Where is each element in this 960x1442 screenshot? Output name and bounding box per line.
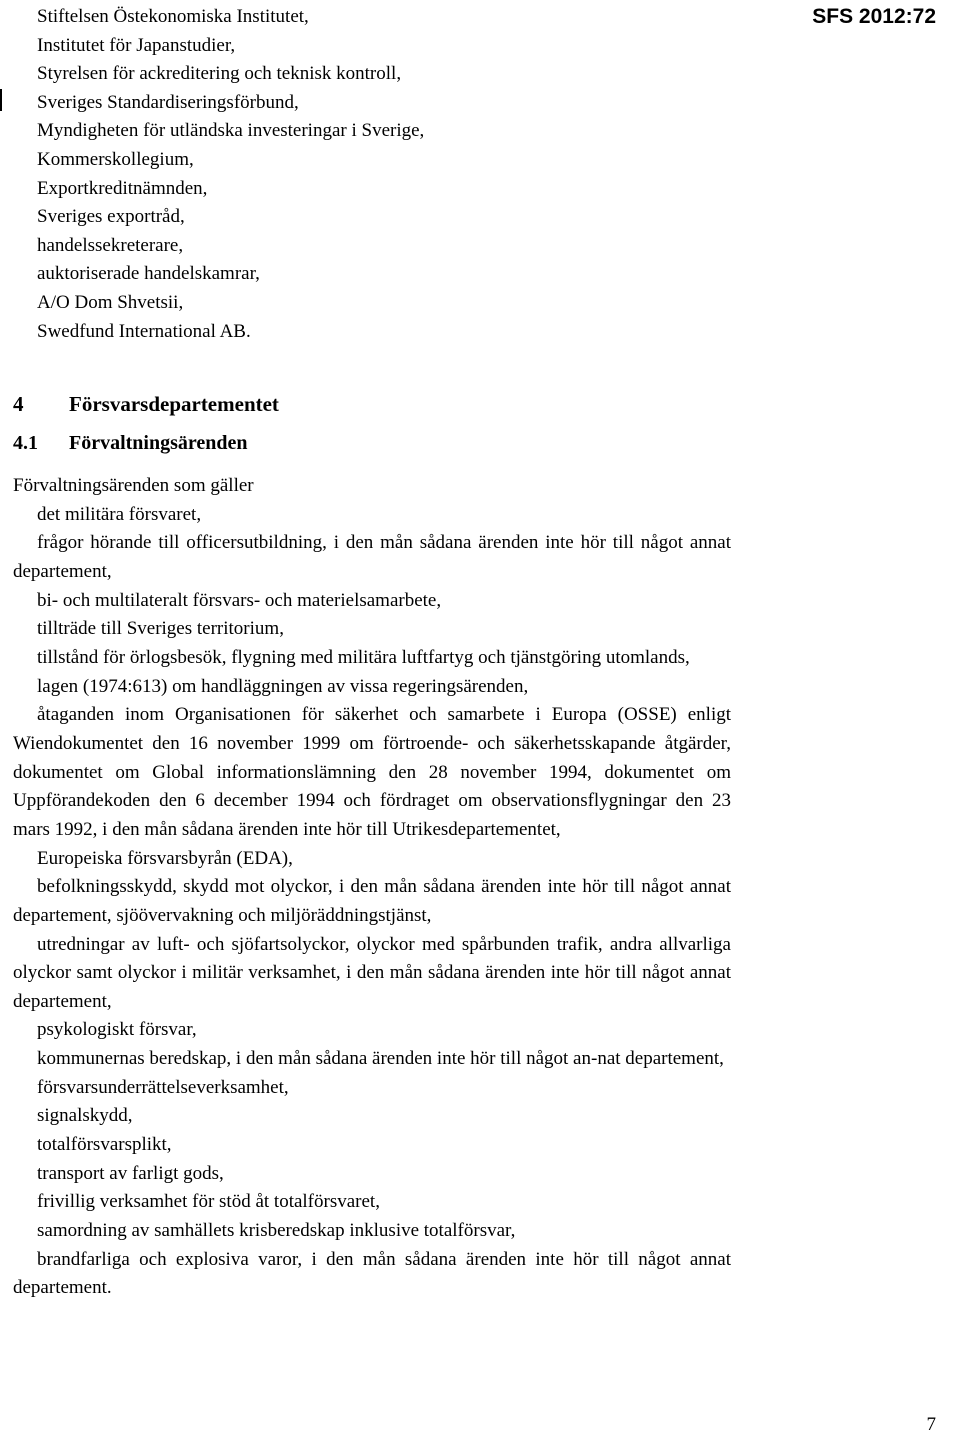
list-item: signalskydd, — [37, 1105, 133, 1127]
section-heading — [13, 389, 279, 419]
list-item: försvarsunderrättelseverksamhet, — [37, 1076, 289, 1098]
list-item: kommunernas beredskap, i den mån sådana ärenden inte hör till något an-nat departement, — [37, 1048, 724, 1070]
agency-item: handelssekreterare, — [37, 234, 184, 256]
list-item: bi- och multilateralt försvars- och materielsamarbete, — [37, 589, 442, 611]
list-item: totalförsvarsplikt, — [37, 1134, 172, 1156]
intro-paragraph: Förvaltningsärenden som gäller — [13, 475, 254, 496]
list-item: befolkningsskydd, skydd mot olyckor, i den mån sådana ärenden inte hör till något annat departement, sjöövervakning och miljöräddningstjänst, — [13, 876, 731, 926]
agency-item: Sveriges Standardiseringsförbund, — [37, 91, 299, 113]
agency-item: Institutet för Japanstudier, — [37, 34, 236, 56]
agency-item: Styrelsen för ackreditering och teknisk kontroll, — [37, 63, 402, 85]
agency-item: Kommerskollegium, — [37, 148, 194, 170]
list-item: frivillig verksamhet för stöd åt totalförsvaret, — [37, 1191, 380, 1213]
change-bar — [0, 89, 2, 111]
list-item: Europeiska försvarsbyrån (EDA), — [37, 847, 293, 869]
list-item: tillstånd för örlogsbesök, flygning med militära luftfartyg och tjänstgöring utomlands, — [37, 646, 690, 668]
page-number: 7 — [926, 1414, 936, 1435]
list-item: transport av farligt gods, — [37, 1162, 224, 1184]
list-item: samordning av samhällets krisberedskap inklusive totalförsvar, — [37, 1220, 516, 1242]
body-text — [13, 472, 731, 1303]
agency-item: Myndigheten för utländska investeringar i Sverige, — [37, 120, 425, 142]
subsection-heading — [13, 428, 248, 458]
list-item: det militära försvaret, — [37, 503, 202, 525]
agency-item: Sveriges exportråd, — [37, 206, 185, 228]
subsection-title: Förvaltningsärenden — [69, 432, 248, 454]
subsection-number: 4.1 — [13, 432, 38, 454]
agency-item: Swedfund International AB. — [37, 320, 251, 342]
list-item: tillträde till Sveriges territorium, — [37, 618, 284, 640]
agency-item: Stiftelsen Östekonomiska Institutet, — [37, 6, 309, 27]
section-number: 4 — [13, 392, 24, 416]
agency-list — [37, 3, 424, 346]
agency-item: Exportkreditnämnden, — [37, 177, 208, 199]
list-item: åtaganden inom Organisationen för säkerhet och samarbete i Europa (OSSE) enligt Wiendokumentet den 16 november 1999 om förtroende- och säkerhetsskapande åtgärder, dokumentet om Global informationslämning den 28 november 1994, dokumentet om Uppförandekoden den 6 december 1994 och fördraget om observationsflygningar den 23 mars 1992, i den mån sådana ärenden inte hör till Utrikesdepartementet, — [13, 704, 731, 840]
list-item: lagen (1974:613) om handläggningen av vissa regeringsärenden, — [37, 675, 529, 697]
document-id: SFS 2012:72 — [812, 5, 936, 28]
list-item: utredningar av luft- och sjöfartsolyckor, olyckor med spårbunden trafik, andra allvarliga olyckor samt olyckor i militär verksamhet, i den mån sådana ärenden inte hör till något annat departement, — [13, 933, 731, 1012]
agency-item: A/O Dom Shvetsii, — [37, 291, 184, 313]
list-item: brandfarliga och explosiva varor, i den mån sådana ärenden inte hör till något annat departement. — [13, 1248, 731, 1299]
section-title: Försvarsdepartementet — [69, 392, 279, 416]
agency-item: auktoriserade handelskamrar, — [37, 263, 260, 285]
list-item: psykologiskt försvar, — [37, 1019, 197, 1041]
list-item: frågor hörande till officersutbildning, i den mån sådana ärenden inte hör till något annat departement, — [13, 532, 731, 582]
